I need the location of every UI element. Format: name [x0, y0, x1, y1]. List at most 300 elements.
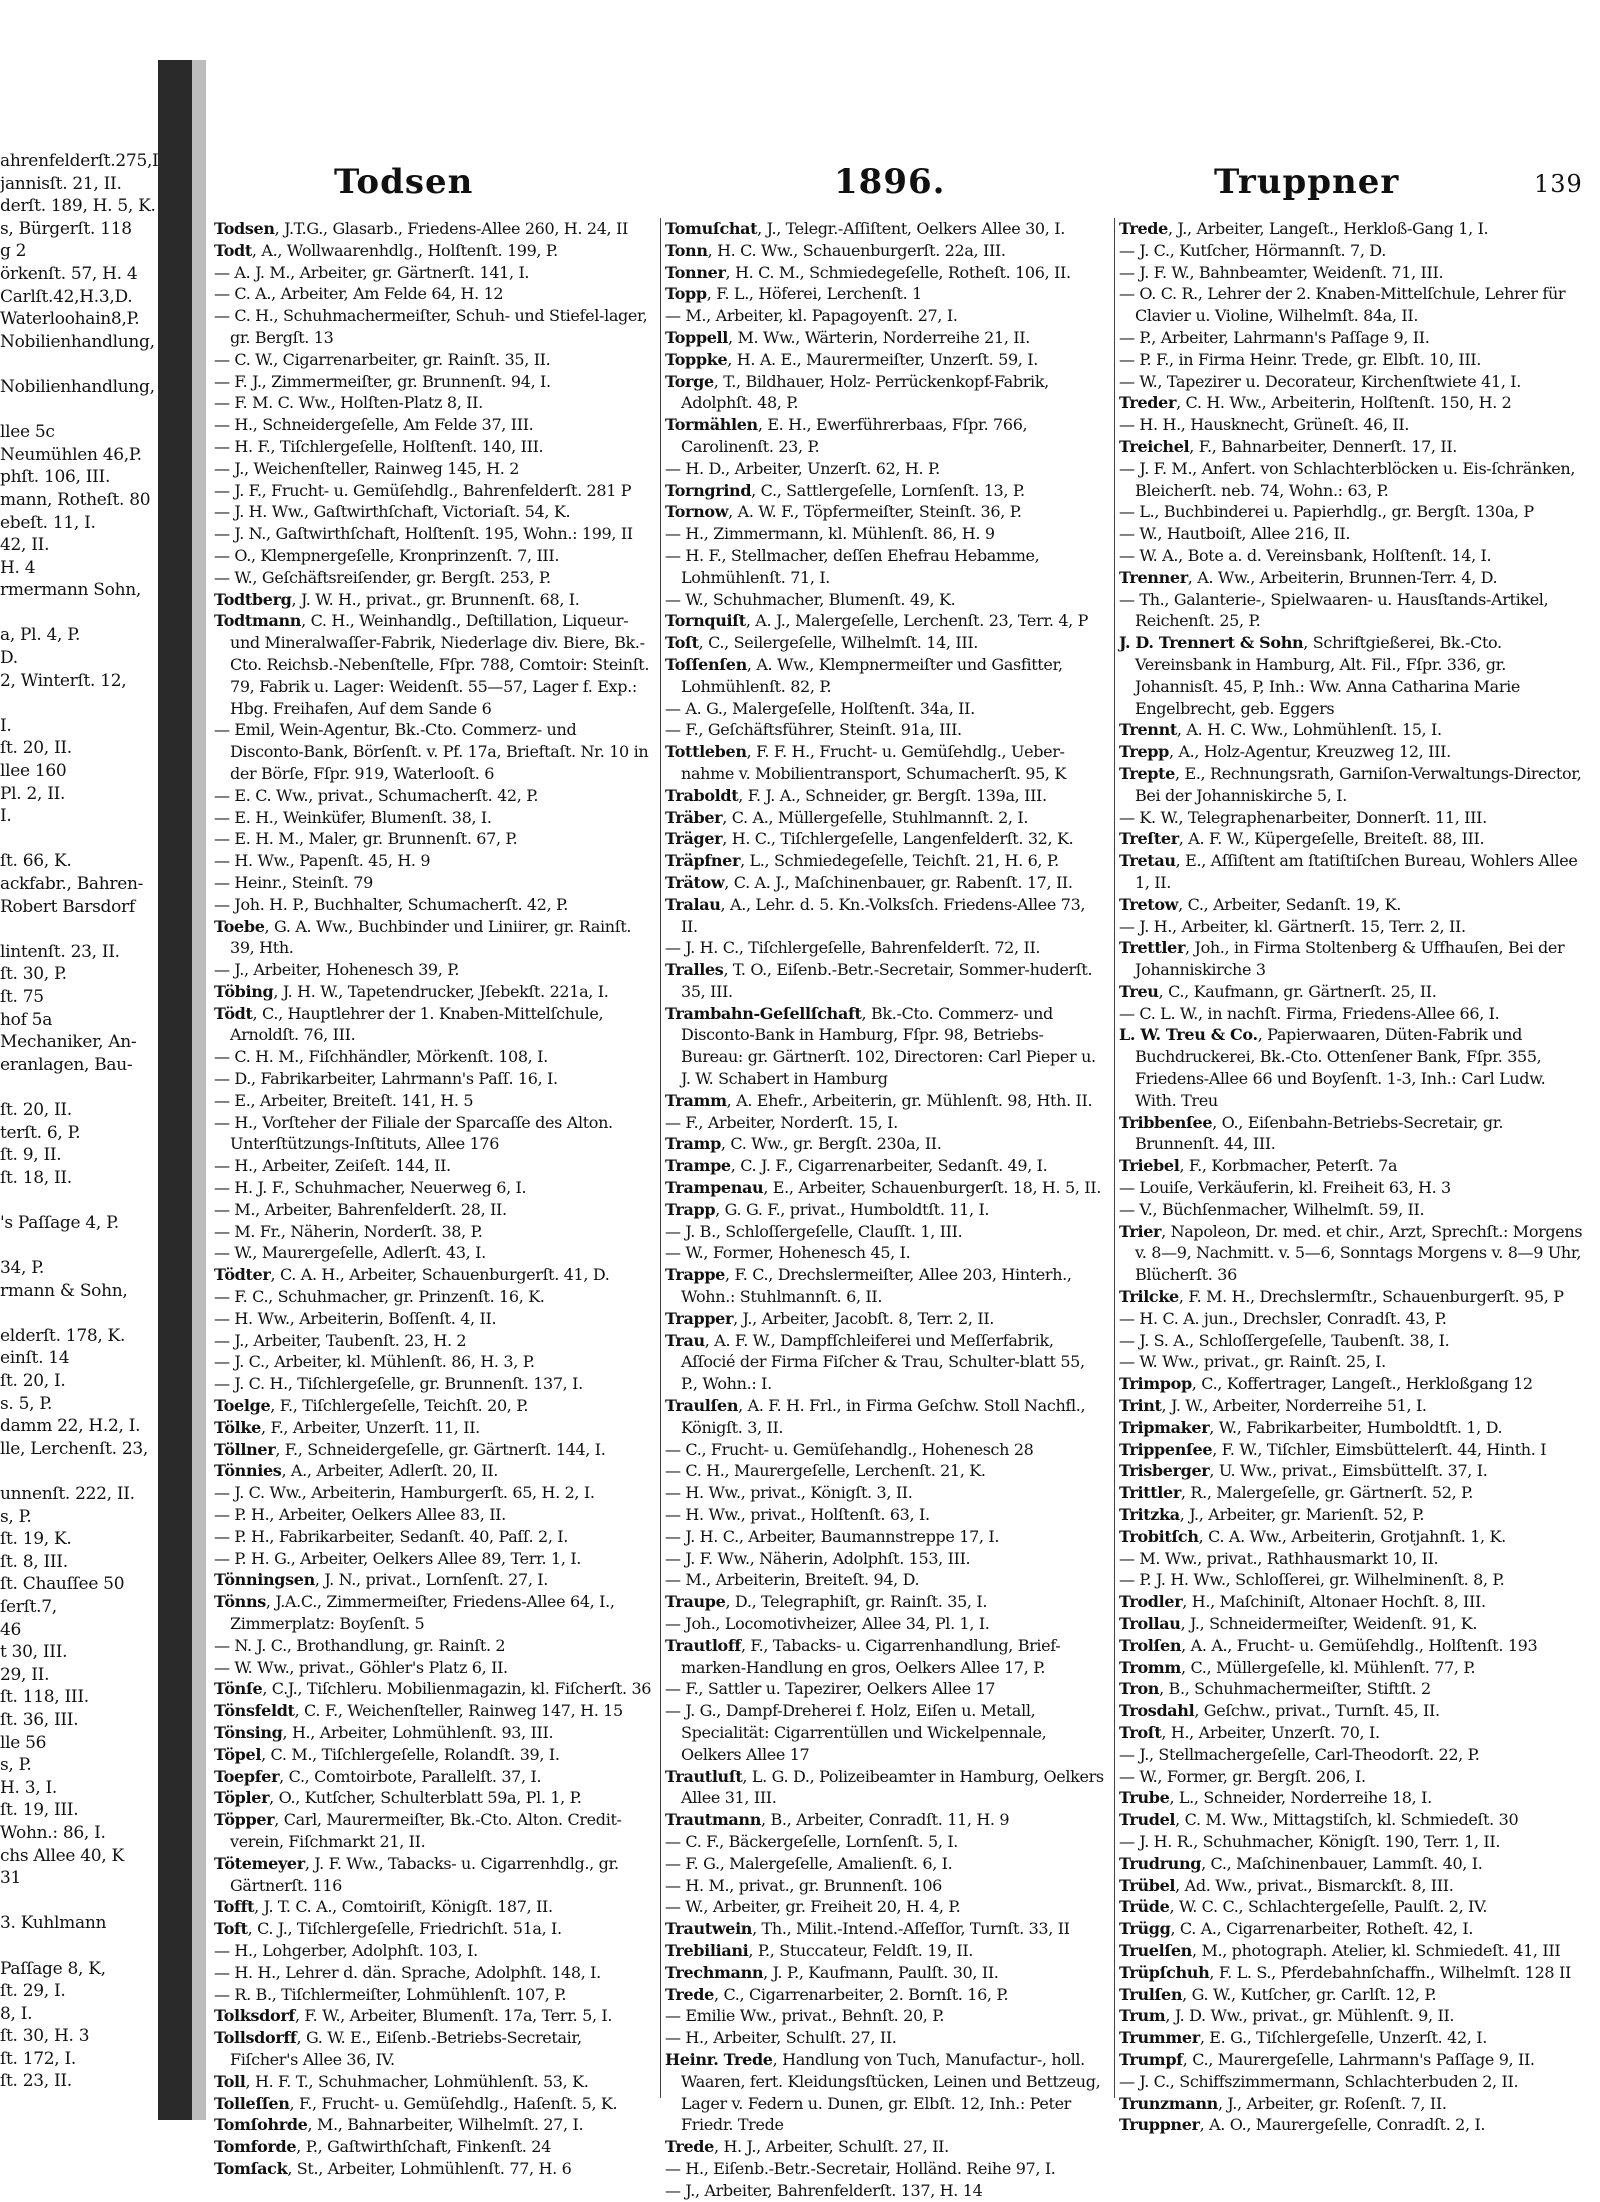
directory-entry [214, 1177, 652, 1199]
entry-details: — P., Arbeiter, Lahrmann's Paſſage 9, II. [1119, 327, 1430, 347]
directory-entry [1119, 2071, 1589, 2093]
fragment-line [0, 1189, 158, 1212]
entry-details: — Emilie Ww., privat., Behnſt. 20, P. [665, 2006, 945, 2026]
entry-surname: Töbing [214, 981, 274, 1001]
directory-entry [1119, 1766, 1589, 1788]
directory-entry [214, 545, 652, 567]
directory-entry [665, 1112, 1105, 1134]
fragment-line: s, P. [0, 1506, 32, 1527]
directory-entry [1119, 1526, 1589, 1548]
entry-details: — W. Ww., privat., gr. Rainſt. 25, I. [1119, 1352, 1386, 1372]
entry-details: , C., Hauptlehrer der 1. Knaben-Mittelſchule, Arnoldſt. 76, III. [230, 1003, 604, 1045]
fragment-line [0, 1076, 158, 1099]
entry-surname: Triebel [1119, 1156, 1180, 1176]
entry-surname: Trippenſee [1119, 1439, 1213, 1459]
fragment-line: H. 4 [0, 557, 36, 578]
entry-details: , F. L., Höferei, Lerchenſt. 1 [706, 284, 922, 304]
directory-entry [214, 567, 652, 589]
directory-entry [214, 458, 652, 480]
directory-entry [1119, 1809, 1589, 1831]
entry-surname: Tomſohrde [214, 2115, 308, 2135]
directory-entry [214, 240, 652, 262]
entry-surname: Tönningsen [214, 1570, 315, 1590]
directory-entry [665, 698, 1105, 720]
fragment-line: örkenſt. 57, H. 4 [0, 263, 138, 284]
entry-surname: Tribbenſee [1119, 1112, 1213, 1132]
entry-details: , H., Maſchiniſt, Altonaer Hochſt. 8, III. [1182, 1592, 1486, 1612]
entry-details: — F., Arbeiter, Norderſt. 15, I. [665, 1112, 898, 1132]
directory-entry [665, 850, 1105, 872]
entry-surname: Treder [1119, 393, 1177, 413]
fragment-line [0, 828, 158, 851]
fragment-line: jannisſt. 21, II. [0, 173, 122, 194]
entry-details: — E. H. M., Maler, gr. Brunnenſt. 67, P. [214, 829, 518, 849]
entry-surname: Trennt [1119, 720, 1177, 740]
entry-details: — M. Ww., privat., Rathhausmarkt 10, II. [1119, 1548, 1439, 1568]
directory-entry [214, 1984, 652, 2006]
entry-surname: Treichel [1119, 436, 1190, 456]
directory-entry [665, 654, 1105, 698]
directory-entry [1119, 436, 1589, 458]
fragment-line: Waterloohain8,P. [0, 309, 140, 330]
entry-surname: Tonn [665, 240, 708, 260]
entry-surname: Tolksdorf [214, 2006, 295, 2026]
entry-details: — J. F. W., Bahnbeamter, Weidenſt. 71, III. [1119, 262, 1444, 282]
entry-surname: Trepp [1119, 742, 1169, 762]
entry-surname: Tornquiſt [665, 611, 746, 631]
directory-entry [665, 1133, 1105, 1155]
entry-details: , Napoleon, Dr. med. et chir., Arzt, Sprechſt.: Morgens v. 8—9, Nachmitt. v. 5—6, Sonntags Morgens v. 8—9 Uhr, Blücherſt. 36 [1135, 1221, 1583, 1285]
entry-surname: Traulſen [665, 1396, 739, 1416]
entry-surname: Trier [1119, 1221, 1162, 1241]
entry-details: , C. F., Weichenſteller, Rainweg 147, H. 15 [294, 1701, 623, 1721]
fragment-line: s, Bürgerſt. 118 [0, 218, 132, 239]
entry-details: , J. W., Arbeiter, Norderreihe 51, I. [1161, 1396, 1427, 1416]
entry-details: — M., Arbeiter, kl. Papagoyenſt. 27, I. [665, 306, 958, 326]
entry-details: , H. C. M., Schmiedegeſelle, Rotheſt. 106, II. [725, 262, 1071, 282]
fragment-line [0, 918, 158, 941]
entry-surname: Trodler [1119, 1592, 1183, 1612]
entry-surname: Trampe [665, 1156, 731, 1176]
directory-entry [214, 1918, 652, 1940]
entry-details: — J., Arbeiter, Bahrenfelderſt. 137, H. 14 [665, 2180, 983, 2200]
fragment-line: 2, Winterſt. 12, [0, 670, 127, 691]
directory-entry [665, 959, 1105, 1003]
directory-entry [1119, 1787, 1589, 1809]
directory-entry [214, 1700, 652, 1722]
directory-entry [665, 523, 1105, 545]
header-year: 1896. [834, 162, 946, 202]
entry-surname: Trumpf [1119, 2049, 1183, 2069]
entry-details: , D., Telegraphiſt, gr. Rainſt. 35, I. [725, 1592, 988, 1612]
entry-details: — O. C. R., Lehrer der 2. Knaben-Mittelſchule, Lehrer für Clavier u. Violine, Wilhelmſt. 84a, II. [1119, 284, 1566, 326]
entry-details: , F., Tiſchlergeſelle, Teichſt. 20, P. [270, 1396, 529, 1416]
entry-surname: Tretow [1119, 894, 1179, 914]
entry-details: , C., Maurergeſelle, Lahrmann's Paſſage 9, II. [1182, 2049, 1535, 2069]
directory-entry [1119, 458, 1589, 502]
entry-details: — H. Ww., privat., Holſtenſt. 63, I. [665, 1505, 930, 1525]
entry-details: — W. A., Bote a. d. Vereinsbank, Holſtenſt. 14, I. [1119, 545, 1492, 565]
entry-surname: Tötemeyer [214, 1853, 305, 1873]
directory-entry [214, 349, 652, 371]
directory-entry [214, 1678, 652, 1700]
entry-details: , F. W., Tiſchler, Eimsbüttelerſt. 44, Hinth. I [1212, 1439, 1547, 1459]
directory-entry [214, 2093, 652, 2115]
entry-details: — M., Arbeiterin, Breiteſt. 94, D. [665, 1570, 920, 1590]
directory-entry [1119, 1395, 1589, 1417]
entry-details: — M., Arbeiter, Bahrenfelderſt. 28, II. [214, 1199, 507, 1219]
directory-entry [665, 1635, 1105, 1679]
fragment-line [0, 1460, 158, 1483]
directory-entry [214, 1766, 652, 1788]
directory-entry [1119, 1591, 1589, 1613]
fragment-line: 8, I. [0, 2003, 33, 2024]
fragment-line: 's Paſſage 4, P. [0, 1212, 119, 1233]
directory-entry [214, 436, 652, 458]
entry-details: , J., Telegr.-Aſſiſtent, Oelkers Allee 30, I. [757, 219, 1065, 238]
directory-entry [1119, 371, 1589, 393]
entry-details: , Handlung von Tuch, Manufactur-, holl. Waaren, fert. Kleidungsſtücken, Leinen und Bettzeug, Lager v. Federn u. Dunen, gr. Elbſt. 12, Inh.: Peter Friedr. Trede [681, 2049, 1101, 2135]
entry-details: , C. A. Ww., Arbeiterin, Grotjahnſt. 1, K. [1198, 1526, 1506, 1546]
entry-details: — H. Ww., privat., Königſt. 3, II. [665, 1483, 913, 1503]
fragment-line: ſt. 172, I. [0, 2048, 77, 2069]
header-left-catchword: Todsen [334, 162, 474, 202]
directory-entry [665, 501, 1105, 523]
directory-entry [214, 1787, 652, 1809]
entry-surname: Torge [665, 371, 714, 391]
entry-details: , O., Eiſenbahn-Betriebs-Secretair, gr. Brunnenſt. 44, III. [1135, 1112, 1504, 1154]
directory-entry [1119, 1330, 1589, 1352]
directory-entry [1119, 1853, 1589, 1875]
entry-details: , M., Bahnarbeiter, Wilhelmſt. 27, I. [307, 2115, 584, 2135]
entry-surname: Treſter [1119, 829, 1179, 849]
directory-entry [214, 1548, 652, 1570]
entry-details: — H., Schneidergeſelle, Am Felde 37, III. [214, 415, 534, 435]
fragment-line: ſt. 20, II. [0, 1099, 72, 1120]
directory-entry [1119, 501, 1589, 523]
entry-surname: Tofft [214, 1897, 255, 1917]
entry-surname: Tomforde [214, 2137, 297, 2157]
fragment-line: ſt. 29, I. [0, 1981, 66, 2002]
directory-entry [1119, 1199, 1589, 1221]
entry-details: , C. H. Ww., Arbeiterin, Holſtenſt. 150, H. 2 [1176, 393, 1512, 413]
directory-entry [1119, 589, 1589, 633]
entry-details: , F. F. H., Frucht- u. Gemüſehdlg., Ueber-nahme v. Mobilientransport, Schumacherſt. 95, K [681, 742, 1067, 783]
entry-surname: Trenner [1119, 567, 1188, 587]
directory-entry [214, 916, 652, 960]
entry-surname: Trede [665, 1984, 714, 2004]
fragment-line: unnenſt. 222, II. [0, 1484, 135, 1505]
directory-entry [1119, 1635, 1589, 1657]
fragment-line: ſt. 8, III. [0, 1551, 68, 1572]
directory-entry [1119, 719, 1589, 741]
directory-entry [214, 1439, 652, 1461]
entry-details: , Ad. Ww., privat., Bismarckſt. 8, III. [1175, 1875, 1454, 1895]
entry-details: , C. A., Müllergeſelle, Stuhlmannſt. 2, I. [722, 807, 1029, 827]
directory-entry [214, 807, 652, 829]
directory-entry [665, 1700, 1105, 1765]
entry-details: — J., Arbeiter, Taubenſt. 23, H. 2 [214, 1330, 467, 1350]
fragment-line: 31 [0, 1868, 22, 1889]
directory-entry [665, 218, 1105, 240]
directory-entry [665, 828, 1105, 850]
entry-details: , A. F. W., Dampfſchleiferei und Meſſerfabrik, Aſſocié der Firma Fiſcher & Trau, Schulter-blatt 55, P., Wohn.: I. [681, 1330, 1085, 1394]
directory-entry [214, 1417, 652, 1439]
entry-details: — V., Büchſenmacher, Wilhelmſt. 59, II. [1119, 1199, 1425, 1219]
entry-details: — H. Ww., Arbeiterin, Boſſenſt. 4, II. [214, 1308, 497, 1328]
directory-entry [1119, 894, 1589, 916]
entry-details: — J. F., Frucht- u. Gemüſehdlg., Bahrenfelderſt. 281 P [214, 480, 632, 500]
fragment-line: Paſſage 8, K, [0, 1958, 106, 1979]
directory-entry [665, 1896, 1105, 1918]
entry-details: , G. G. F., privat., Humboldtſt. 11, I. [715, 1199, 990, 1219]
entry-surname: Tödter [214, 1265, 271, 1285]
directory-entry [214, 1112, 652, 1156]
directory-entry [665, 1962, 1105, 1984]
entry-details: , T. O., Eiſenb.-Betr.-Secretair, Sommer-huderſt. 35, III. [681, 960, 1093, 1001]
directory-entry [665, 1395, 1105, 1439]
entry-surname: Todtberg [214, 589, 292, 609]
entry-details: , A. Ww., Arbeiterin, Brunnen-Terr. 4, D. [1187, 567, 1498, 587]
directory-entry [665, 1155, 1105, 1177]
fragment-line [0, 1302, 158, 1325]
directory-entry [214, 2158, 652, 2180]
entry-details: — H. C. A. jun., Drechsler, Conradſt. 43, P. [1119, 1308, 1447, 1328]
entry-surname: Töpel [214, 1744, 262, 1764]
entry-details: — Emil, Wein-Agentur, Bk.-Cto. Commerz- und Disconto-Bank, Börſenſt. v. Pf. 17a, Brieftaſt. Nr. 10 in der Börſe, Fſpr. 919, Waterlooſt. 6 [214, 720, 649, 783]
fragment-line: rmann & Sohn, [0, 1280, 128, 1301]
entry-surname: Tritzka [1119, 1505, 1180, 1525]
entry-surname: Trechmann [665, 1962, 764, 1982]
directory-entry [665, 1090, 1105, 1112]
entry-surname: Trüde [1119, 1897, 1170, 1917]
entry-surname: Todtmann [214, 611, 302, 631]
entry-details: — W., Former, gr. Bergſt. 206, I. [1119, 1766, 1366, 1786]
entry-details: — J., Arbeiter, Hohenesch 39, P. [214, 960, 460, 980]
directory-entry [214, 1373, 652, 1395]
directory-entry [1119, 1678, 1589, 1700]
directory-entry [214, 1221, 652, 1243]
entry-surname: Tornow [665, 502, 729, 522]
entry-surname: Tönns [214, 1592, 266, 1612]
entry-surname: Toepfer [214, 1766, 280, 1786]
entry-details: — C. F., Bäckergeſelle, Lornſenſt. 5, I. [665, 1831, 959, 1851]
entry-details: , J. P., Kaufmann, Paulſt. 30, II. [763, 1962, 999, 1982]
directory-entry [1119, 1744, 1589, 1766]
entry-details: , A. O., Maurergeſelle, Conradſt. 2, I. [1199, 2115, 1486, 2135]
directory-entry [1119, 828, 1589, 850]
entry-surname: Heinr. Trede [665, 2049, 773, 2069]
entry-details: — C. A., Arbeiter, Am Felde 64, H. 12 [214, 284, 504, 304]
fragment-line: ſt. 30, H. 3 [0, 2026, 90, 2047]
entry-surname: Treu [1119, 981, 1159, 1001]
fragment-line: ſt. 20, II. [0, 738, 72, 759]
fragment-line: llee 160 [0, 761, 67, 782]
entry-details: — P. H. G., Arbeiter, Oelkers Allee 89, Terr. 1, I. [214, 1548, 582, 1568]
entry-details: , C.J., Tiſchleru. Mobilienmagazin, kl. Fiſcherſt. 36 [262, 1679, 652, 1699]
entry-details: , C. M. Ww., Mittagstiſch, kl. Schmiedeſt. 30 [1175, 1810, 1519, 1830]
entry-details: — A. J. M., Arbeiter, gr. Gärtnerſt. 141, I. [214, 262, 530, 282]
entry-details: , Joh., in Firma Stoltenberg & Uffhauſen, Bei der Johanniskirche 3 [1135, 938, 1565, 980]
fragment-line: Wohn.: 86, I. [0, 1822, 106, 1843]
entry-details: , W. C. C., Schlachtergeſelle, Paulſt. 2, IV. [1169, 1897, 1488, 1917]
entry-details: , F., Schneidergeſelle, gr. Gärtnerſt. 144, I. [275, 1439, 606, 1459]
entry-surname: Traboldt [665, 785, 739, 805]
directory-entry [1119, 1940, 1589, 1962]
directory-entry [665, 305, 1105, 327]
directory-entry [214, 1504, 652, 1526]
fragment-line: llee 5c [0, 422, 55, 443]
entry-details: , P., Stuccateur, Feldſt. 19, II. [748, 1940, 974, 1960]
directory-entry [1119, 1548, 1589, 1570]
directory-entry [214, 523, 652, 545]
fragment-line [0, 1890, 158, 1913]
column-2 [660, 218, 1105, 2200]
entry-surname: Trollau [1119, 1614, 1181, 1633]
fragment-line: g 2 [0, 241, 27, 262]
fragment-line: 34, P. [0, 1258, 45, 1279]
entry-details: — J. G., Dampf-Dreherei f. Holz, Eiſen u. Metall, Specialität: Cigarrentüllen und Wickelpennale, Oelkers Allee 17 [665, 1701, 1047, 1764]
entry-surname: Trobitſch [1119, 1526, 1199, 1546]
entry-details: — J., Stellmachergeſelle, Carl-Theodorſt. 22, P. [1119, 1744, 1480, 1764]
entry-details: , J. T. C. A., Comtoiriſt, Königſt. 187, II. [254, 1897, 553, 1917]
fragment-line: s, P. [0, 1755, 32, 1776]
entry-surname: Toppell [665, 327, 729, 347]
directory-entry [214, 589, 652, 611]
entry-surname: Troſt [1119, 1722, 1162, 1742]
entry-details: — J. C., Schiffszimmermann, Schlachterbuden 2, II. [1119, 2071, 1519, 2091]
directory-entry [1119, 1112, 1589, 1156]
directory-entry [1119, 414, 1589, 436]
fragment-line: ebeſt. 11, I. [0, 512, 96, 533]
directory-entry [1119, 283, 1589, 327]
entry-details: — W., Maurergeſelle, Adlerſt. 43, I. [214, 1243, 486, 1263]
entry-surname: Trappe [665, 1265, 725, 1285]
fragment-line: einſt. 14 [0, 1348, 70, 1369]
entry-details: , A., Holz-Agentur, Kreuzweg 12, III. [1168, 742, 1451, 762]
fragment-line: damm 22, H.2, I. [0, 1416, 141, 1437]
entry-details: — W., Tapezirer u. Decorateur, Kirchenſtwiete 41, I. [1119, 371, 1522, 391]
fragment-line: 46 [0, 1619, 22, 1640]
directory-entry [665, 371, 1105, 415]
entry-details: , A. Ehefr., Arbeiterin, gr. Mühlenſt. 98, Hth. II. [726, 1090, 1093, 1110]
entry-surname: Träger [665, 829, 723, 849]
directory-entry [665, 894, 1105, 938]
entry-details: , J., Arbeiter, Langeſt., Herkloß-Gang 1, I. [1167, 219, 1489, 238]
directory-entry [214, 1940, 652, 1962]
entry-details: , J., Arbeiter, gr. Roſenſt. 7, II. [1217, 2093, 1447, 2113]
directory-entry [665, 1831, 1105, 1853]
directory-entry [665, 1504, 1105, 1526]
entry-surname: Tottleben [665, 742, 747, 762]
column-1 [214, 218, 652, 2178]
entry-details: , F., Frucht- u. Gemüſehdlg., Haſenſt. 5, K. [289, 2093, 618, 2113]
entry-details: , A. J., Malergeſelle, Lerchenſt. 23, Terr. 4, P [745, 611, 1089, 631]
entry-details: — H., Vorſteher der Filiale der Sparcaſſe des Alton. Unterſtützungs-Inſtituts, Allee 176 [214, 1112, 613, 1154]
directory-page [214, 160, 1584, 2200]
directory-entry [665, 414, 1105, 458]
entry-surname: Trügg [1119, 1919, 1171, 1939]
entry-surname: Toebe [214, 916, 265, 936]
directory-entry [665, 1330, 1105, 1395]
fragment-line [0, 353, 158, 376]
directory-entry [1119, 1962, 1589, 1984]
entry-surname: Trautloff [665, 1635, 741, 1655]
fragment-line: ſt. 19, K. [0, 1529, 72, 1550]
directory-entry [1119, 763, 1589, 807]
directory-entry [214, 392, 652, 414]
entry-details: — K. W., Telegraphenarbeiter, Donnerſt. 11, III. [1119, 807, 1487, 827]
directory-entry [665, 2049, 1105, 2136]
directory-entry [214, 262, 652, 284]
directory-entry [214, 218, 652, 240]
entry-details: , J. F. Ww., Tabacks- u. Cigarrenhdlg., gr. Gärtnerſt. 116 [230, 1853, 619, 1895]
directory-entry [214, 1853, 652, 1897]
directory-entry [214, 1896, 652, 1918]
entry-details: , F. J. A., Schneider, gr. Bergſt. 139a, III. [738, 785, 1047, 805]
directory-entry [665, 589, 1105, 611]
directory-entry [665, 719, 1105, 741]
entry-details: — A. G., Malergeſelle, Holſtenſt. 34a, II. [665, 698, 975, 718]
directory-entry [665, 1460, 1105, 1482]
entry-details: , E. G., Tiſchlergeſelle, Unzerſt. 42, I. [1199, 2028, 1487, 2048]
entry-details: — J. H. R., Schuhmacher, Königſt. 190, Terr. 1, II. [1119, 1831, 1501, 1851]
fragment-line: ſt. 118, III. [0, 1687, 89, 1708]
fragment-line: lintenſt. 23, II. [0, 941, 120, 962]
entry-details: , J., Arbeiter, Jacobſt. 8, Terr. 2, II. [733, 1308, 995, 1328]
entry-details: — P. H., Fabrikarbeiter, Sedanſt. 40, Paſſ. 2, I. [214, 1526, 569, 1546]
entry-details: — Th., Galanterie-, Spielwaaren- u. Hausſtands-Artikel, Reichenſt. 25, P. [1119, 589, 1549, 631]
directory-entry [665, 458, 1105, 480]
entry-details: — M. Fr., Näherin, Norderſt. 38, P. [214, 1221, 483, 1241]
entry-details: , A., Lehr. d. 5. Kn.-Volksſch. Friedens-Allee 73, II. [681, 894, 1086, 936]
directory-entry [1119, 1657, 1589, 1679]
directory-entry [1119, 2093, 1589, 2115]
directory-entry [665, 283, 1105, 305]
entry-surname: Tramm [665, 1090, 727, 1110]
entry-surname: Tönnies [214, 1461, 282, 1481]
directory-entry [214, 1809, 652, 1853]
entry-details: , A. H. C. Ww., Lohmühlenſt. 15, I. [1176, 720, 1442, 740]
directory-entry [214, 480, 652, 502]
entry-surname: Trosdahl [1119, 1701, 1195, 1721]
entry-details: , H. C. Ww., Schauenburgerſt. 22a, III. [707, 240, 1006, 260]
entry-surname: Toelge [214, 1396, 271, 1416]
directory-entry [1119, 392, 1589, 414]
directory-entry [1119, 1024, 1589, 1111]
directory-entry [214, 2114, 652, 2136]
directory-entry [1119, 1896, 1589, 1918]
entry-details: , C., Maſchinenbauer, Lammſt. 40, I. [1201, 1853, 1483, 1873]
directory-entry [214, 719, 652, 784]
entry-details: — J. B., Schloſſergeſelle, Clauſſt. 1, III. [665, 1221, 963, 1241]
directory-entry [1119, 1613, 1589, 1635]
entry-details: — F. G., Malergeſelle, Amalienſt. 6, I. [665, 1853, 953, 1873]
directory-entry [665, 937, 1105, 959]
entry-details: , G. W., Kutſcher, gr. Carlſt. 12, P. [1182, 1984, 1437, 2004]
directory-entry [1119, 741, 1589, 763]
entry-surname: Tralles [665, 960, 724, 980]
entry-details: — D., Fabrikarbeiter, Lahrmann's Paſſ. 16, I. [214, 1069, 558, 1089]
fragment-line: Robert Barsdorf [0, 896, 135, 917]
entry-surname: Tripmaker [1119, 1417, 1210, 1437]
entry-surname: Trapp [665, 1199, 716, 1219]
directory-entry [1119, 240, 1589, 262]
entry-details: , A. F. H. Frl., in Firma Geſchw. Stoll Nachfl., Königſt. 3, II. [681, 1396, 1086, 1437]
directory-entry [214, 1657, 652, 1679]
entry-details: — C. H. M., Fiſchhändler, Mörkenſt. 108, I. [214, 1047, 548, 1067]
directory-entry [1119, 632, 1589, 719]
